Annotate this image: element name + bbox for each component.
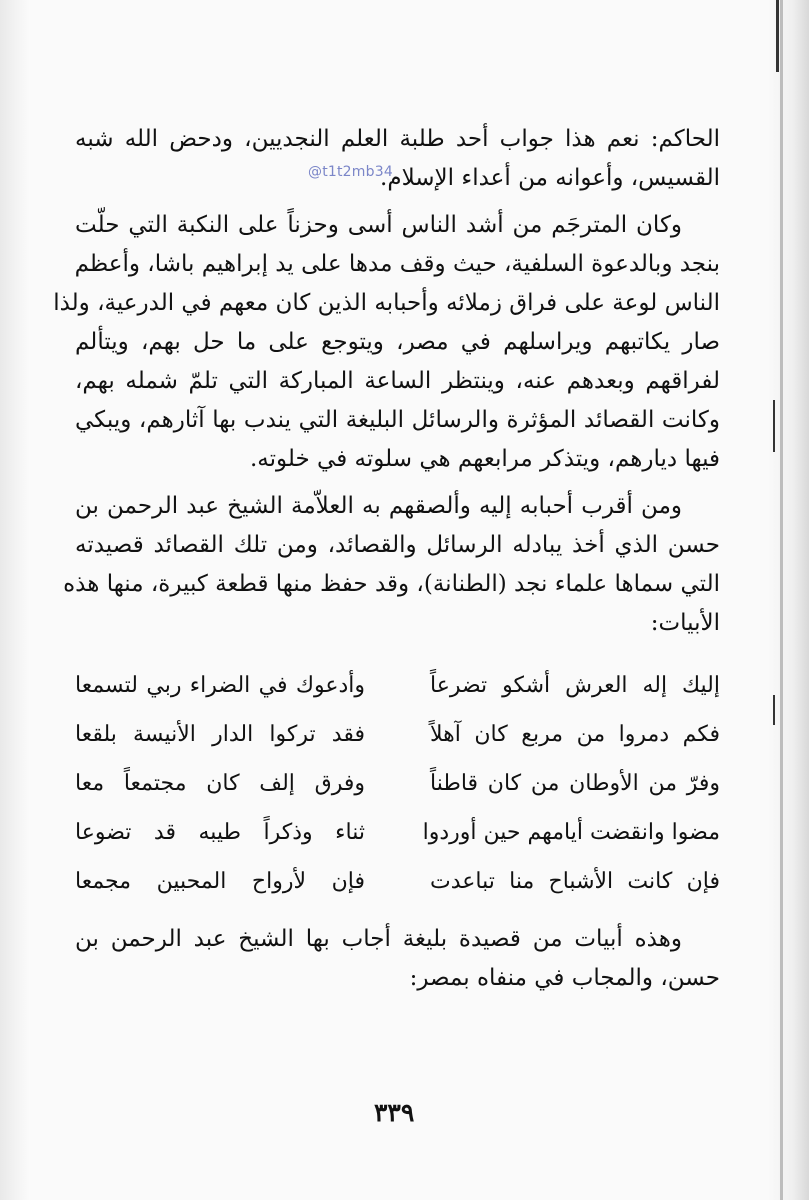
text-line: لفراقهم وبعدهم عنه، وينتظر الساعة المباركة التي تلمّ شمله بهم، [75,368,720,394]
text-line: الأبيات: [650,610,720,636]
text-line: القسيس، وأعوانه من أعداء الإسلام. [380,165,720,191]
text-line: الناس لوعة على فراق زملائه وأحبابه الذين كان معهم في الدرعية، ولذا [53,290,720,316]
poem-verse [75,808,720,857]
text-line: ومن أقرب أحبابه إليه وألصقهم به العلاّمة الشيخ عبد الرحمن بن [75,493,682,519]
text-line: حسن الذي أخذ يبادله الرسائل والقصائد، ومن تلك القصائد قصيدته [75,532,720,558]
text-line: الحاكم: نعم هذا جواب أحد طلبة العلم النجديين، ودحض الله شبه [75,126,720,152]
text-line: وكان المترجَم من أشد الناس أسى وحزناً على النكبة التي حلّت [75,212,682,238]
verse-second-hemistich: وأدعوك في الضراء ربي لتسمعا [75,673,365,698]
paragraph-hakim [75,120,720,198]
paragraph-closing [75,920,720,998]
crease-mark [773,695,775,725]
text-line: بنجد وبالدعوة السلفية، حيث وقف مدها على يد إبراهيم باشا، وأعظم [74,251,720,277]
text-line: فيها ديارهم، ويتذكر مرابعهم هي سلوته في خلوته. [249,446,720,472]
text-line: وهذه أبيات من قصيدة بليغة أجاب بها الشيخ عبد الرحمن بن [75,926,682,952]
verse-second-hemistich: ثناء وذكراً طيبه قد تضوعا [75,820,365,845]
poem-verse [75,857,720,906]
poem-block [75,661,720,906]
page-left-margin [0,0,30,1200]
text-line: صار يكاتبهم ويراسلهم في مصر، ويتوجع على ما حل بهم، ويتألم [75,329,720,355]
verse-first-hemistich: فكم دمروا من مربع كان آهلاً [430,722,720,747]
crease-mark [773,400,775,452]
page-body [53,120,720,1006]
verse-second-hemistich: وفرق إلف كان مجتمعاً معا [75,771,365,796]
text-line: حسن، والمجاب في منفاه بمصر: [409,965,720,991]
poem-verse [75,759,720,808]
poem-verse [75,661,720,710]
verse-first-hemistich: إليك إله العرش أشكو تضرعاً [430,673,720,698]
watermark-handle: @t1t2mb34 [308,164,393,180]
text-line: التي سماها علماء نجد (الطنانة)، وقد حفظ منها قطعة كبيرة، منها هذه [63,571,720,597]
verse-first-hemistich: وفرّ من الأوطان من كان قاطناً [430,771,720,796]
paragraph-closest [63,487,720,643]
page-number: ٣٣٩ [374,1098,415,1127]
verse-second-hemistich: فقد تركوا الدار الأنيسة بلقعا [75,722,365,747]
page-binding-shadow [769,0,809,1200]
verse-second-hemistich: فإن لأرواح المحبين مجمعا [75,869,365,894]
verse-first-hemistich: فإن كانت الأشباح منا تباعدت [430,869,720,894]
crease-mark [776,0,779,72]
verse-first-hemistich: مضوا وانقضت أيامهم حين أوردوا [422,820,720,845]
binding-crease [780,0,783,1200]
text-line: وكانت القصائد المؤثرة والرسائل البليغة التي يندب بها آثارهم، ويبكي [75,407,720,433]
paragraph-translated [53,206,720,479]
poem-verse [75,710,720,759]
